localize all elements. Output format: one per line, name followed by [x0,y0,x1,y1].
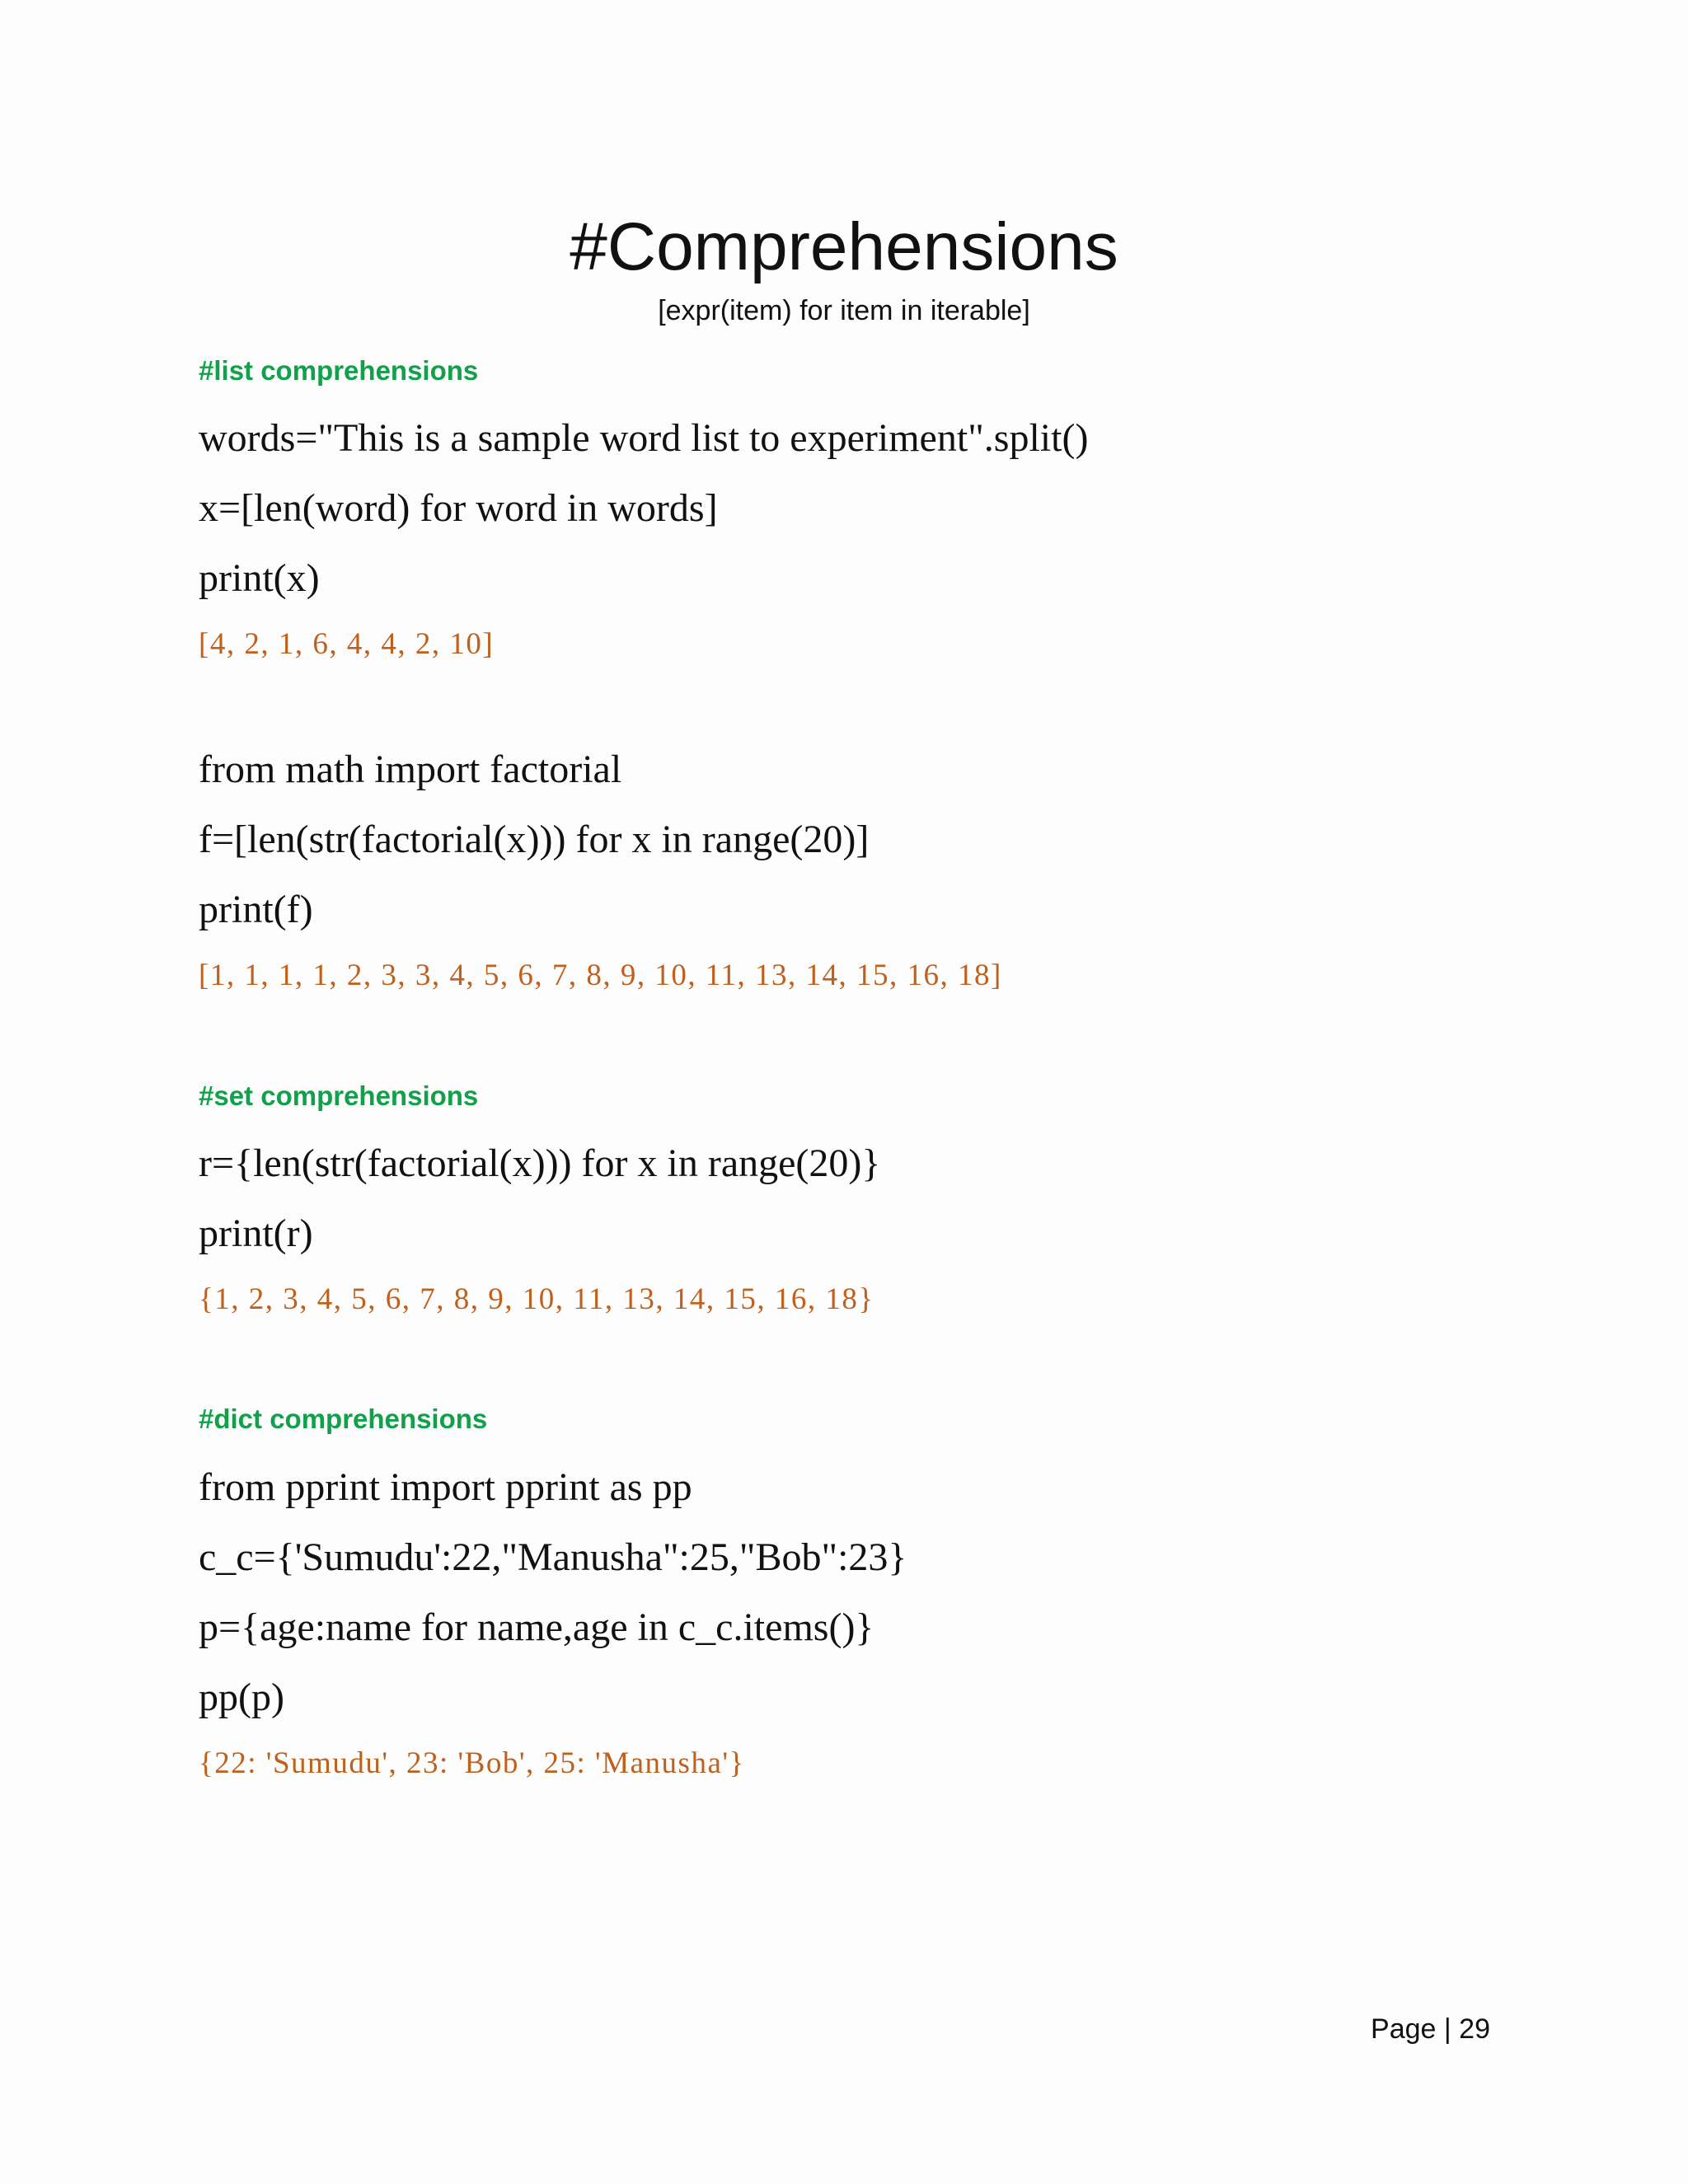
code-output: [4, 2, 1, 6, 4, 4, 2, 10] [199,627,495,661]
code-line: x=[len(word) for word in words] [199,486,718,530]
code-line: print(x) [199,556,320,600]
code-output: {22: 'Sumudu', 23: 'Bob', 25: 'Manusha'} [199,1746,745,1780]
code-line: words="This is a sample word list to experiment".split() [199,416,1089,460]
code-line: from math import factorial [199,748,622,791]
code-line: f=[len(str(factorial(x))) for x in range(20)] [199,818,870,861]
code-line: c_c={'Sumudu':22,"Manusha":25,"Bob":23} [199,1535,907,1579]
list-comprehensions-heading: #list comprehensions [199,355,479,386]
dict-comprehensions-heading: #dict comprehensions [199,1404,488,1434]
code-line: pp(p) [199,1675,284,1719]
code-output: {1, 2, 3, 4, 5, 6, 7, 8, 9, 10, 11, 13, 14, 15, 16, 18} [199,1282,874,1316]
code-line: from pprint import pprint as pp [199,1465,692,1509]
code-line: p={age:name for name,age in c_c.items()} [199,1605,874,1649]
page-subtitle: [expr(item) for item in iterable] [658,295,1030,326]
code-output: [1, 1, 1, 1, 2, 3, 3, 4, 5, 6, 7, 8, 9, 10, 11, 13, 14, 15, 16, 18] [199,958,1002,992]
code-line: print(f) [199,888,313,931]
code-line: print(r) [199,1212,313,1255]
page-title: #Comprehensions [570,209,1118,284]
page-number: Page | 29 [1371,2013,1490,2045]
code-line: r={len(str(factorial(x))) for x in range(20)} [199,1141,881,1185]
set-comprehensions-heading: #set comprehensions [199,1080,479,1111]
